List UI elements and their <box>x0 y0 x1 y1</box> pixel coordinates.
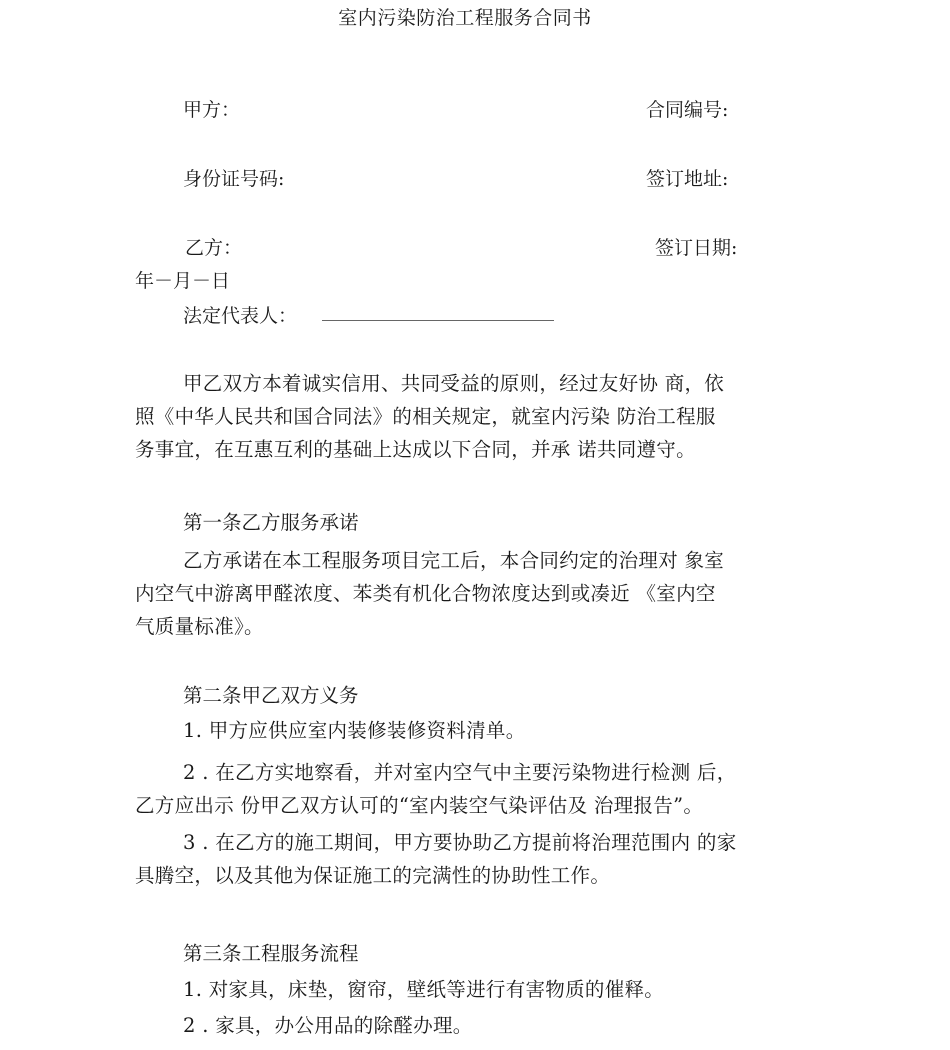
article-2-item-1 <box>135 714 791 747</box>
sign-date-label: 签订日期: <box>655 237 738 259</box>
id-number-label: 身份证号码: <box>183 168 285 190</box>
party-a-label: 甲方： <box>183 99 241 121</box>
article-2-item-2-line: 乙方应出示 份甲乙双方认可的“室内装空气染评估及 治理报告”。 <box>135 794 704 817</box>
article-3-item-1-line: 1. 对家具，床垫，窗帘，壁纸等进行有害物质的催释。 <box>183 978 665 1001</box>
article-1-line: 乙方承诺在本工程服务项目完工后，本合同约定的治理对 象室 <box>183 549 725 572</box>
article-1-heading: 第一条乙方服务承诺 <box>183 511 359 534</box>
legal-representative-label: 法定代表人： <box>183 305 298 327</box>
document-title: 室内污染防治工程服务合同书 <box>338 7 592 29</box>
article-2-item-2 <box>135 756 791 822</box>
article-2-item-3-line: 3 . 在乙方的施工期间，甲方要协助乙方提前将治理范围内 的家 <box>183 831 737 854</box>
legal-representative-blank <box>322 320 554 321</box>
date-format-text: 年－月－日 <box>135 270 231 292</box>
article-3-heading: 第三条工程服务流程 <box>183 942 359 965</box>
article-3-item-2 <box>135 1009 791 1042</box>
intro-paragraph <box>135 367 791 466</box>
intro-line: 务事宜，在互惠互利的基础上达成以下合同，并承 诺共同遵守。 <box>135 438 696 461</box>
sign-place-label: 签订地址: <box>646 168 729 190</box>
intro-line: 照《中华人民共和国合同法》的相关规定，就室内污染 防治工程服 <box>135 405 716 428</box>
contract-number-label: 合同编号: <box>646 99 729 121</box>
article-3-item-1 <box>135 973 791 1006</box>
article-2-heading: 第二条甲乙双方义务 <box>183 684 359 707</box>
article-1-line: 气质量标准》。 <box>135 615 264 638</box>
article-2-item-3 <box>135 826 791 892</box>
party-b-label: 乙方： <box>185 237 243 259</box>
article-2-item-3-line: 具腾空，以及其他为保证施工的完满性的协助性工作。 <box>135 864 611 887</box>
intro-line: 甲乙双方本着诚实信用、共同受益的原则，经过友好协 商，依 <box>183 372 725 395</box>
article-2-item-1-line: 1. 甲方应供应室内装修装修资料清单。 <box>183 719 526 742</box>
article-1-line: 内空气中游离甲醛浓度、苯类有机化合物浓度达到或凑近 《室内空 <box>135 582 716 605</box>
article-1-paragraph <box>135 544 791 643</box>
article-3-item-2-line: 2 . 家具，办公用品的除醛办理。 <box>183 1014 473 1037</box>
article-2-item-2-line: 2 . 在乙方实地察看，并对室内空气中主要污染物进行检测 后， <box>183 761 737 784</box>
